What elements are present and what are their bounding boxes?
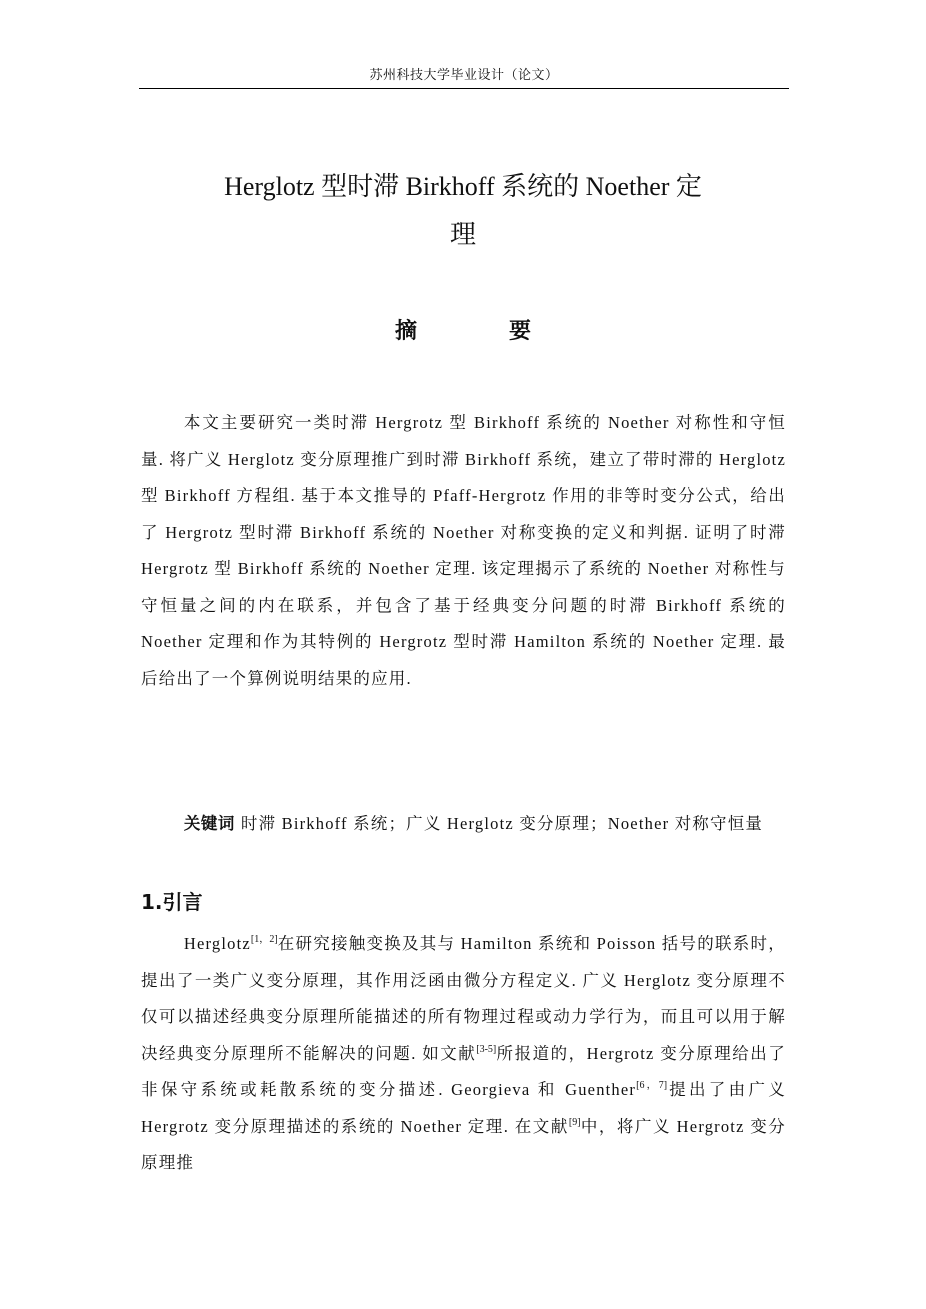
keywords-label: 关键词 (183, 814, 235, 833)
keywords-text: 时滞 Birkhoff 系统；广义 Herglotz 变分原理；Noether 对称守恒量 (240, 814, 764, 833)
abstract-heading (139, 314, 789, 350)
header-rule (139, 88, 789, 89)
intro-text-4: 提出了由广义 Hergrotz 变分原理描述的系统的 Noether 定理. 在文献 (141, 1080, 786, 1136)
running-header: 苏州科技大学毕业设计（论文） (369, 68, 559, 83)
section-heading-introduction: 1.引言 (141, 890, 203, 914)
citation-ref-3-5: [3-5] (476, 1043, 497, 1055)
title-line-1: Herglotz 型时滞 Birkhoff 系统的 Noether 定 (224, 172, 702, 201)
intro-text-5: 中，将广义 Hergrotz 变分原理推 (141, 1116, 786, 1172)
abstract-body: 本文主要研究一类时滞 Hergrotz 型 Birkhoff 系统的 Noether 对称性和守恒量. 将广义 Herglotz 变分原理推广到时滞 Birkhoff 系统，建立了带时滞的 Herglotz 型 Birkhoff 方程组. 基于本文推导的 Pfaff-Hergrotz 作用的非等时变分公式，给出了 Hergrotz 型时滞 Birkhoff 系统的 Noether 对称变换的定义和判据. 证明了时滞 Hergrotz 型 Birkhoff 系统的 Noether 定理. 该定理揭示了系统的 Noether 对称性与守恒量之间的内在联系，并包含了基于经典变分问题的时滞 Birkhoff 系统的 Noether 定理和作为其特例的 Hergrotz 型时滞 Hamilton 系统的 Noether 定理. 最后给出了一个算例说明结果的应用. (141, 413, 786, 688)
abstract-heading-char-1: 摘 (395, 319, 418, 344)
intro-text-3: 所报道的，Hergrotz 变分原理给出了非保守系统或耗散系统的变分描述. Georgieva 和 Guenther (141, 1043, 786, 1099)
intro-text-2: 在研究接触变换及其与 Hamilton 系统和 Poisson 括号的联系时，提出了一类广义变分原理，其作用泛函由微分方程定义. 广义 Herglotz 变分原理不仅可以描述经典变分原理所能描述的所有物理过程或动力学行为，而且可以用于解决经典变分原理所不能解决的问题. 如文献 (141, 934, 786, 1063)
citation-ref-9: [9] (568, 1116, 581, 1128)
title-line-2: 理 (449, 220, 476, 249)
introduction-body (141, 926, 786, 1182)
keywords (141, 806, 786, 843)
abstract-heading-char-2: 要 (509, 319, 532, 344)
paper-title (160, 163, 766, 259)
intro-text-1: Herglotz (183, 934, 251, 953)
citation-ref-1-2: [1，2] (250, 934, 278, 945)
citation-ref-6-7: [6，7] (636, 1080, 668, 1091)
